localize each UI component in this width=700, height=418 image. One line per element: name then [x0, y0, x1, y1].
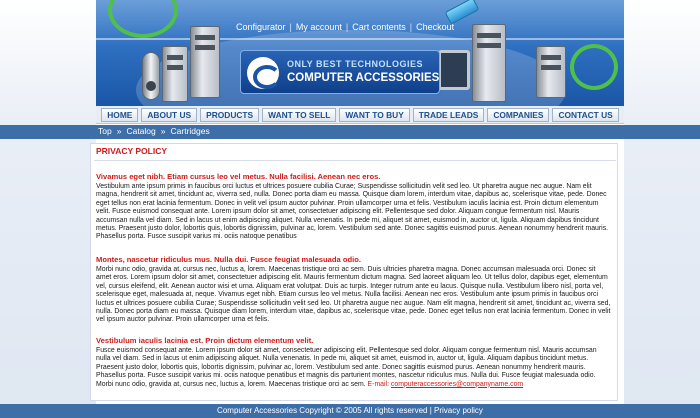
- logo-subtitle: ONLY BEST TECHNOLOGIES: [287, 59, 424, 69]
- nav-item-contact-us[interactable]: CONTACT US: [552, 108, 618, 122]
- header-stripe: [96, 38, 624, 40]
- network-cable-icon: [570, 44, 618, 90]
- nav-item-trade-leads[interactable]: TRADE LEADS: [413, 108, 485, 122]
- section-body: [96, 347, 612, 389]
- section-body: Morbi nunc odio, gravida at, cursus nec, luctus a, lorem. Maecenas tristique orci ac sem. Duis ultricies pharetra magna. Donec accumsan malesuada orci. Donec sit amet eros. Lorem ipsum dolor sit amet, consectetuer adipiscing elit. Mauris fermentum dictum magna. Sed laoreet aliquam leo. Ut tellus dolor, dapibus eget, elementum vel, cursus eleifend, elit. Aenean auctor wisi et urna. Aliquam erat volutpat. Duis ac turpis. Integer rutrum ante eu lacus. Quisque nulla. Vestibulum libero nisl, porta vel, scelerisque eget, malesuada at, neque. Vivamus eget nibh. Etiam cursus leo vel metus. Nulla facilisi. Aenean nec eros. Vestibulum ante ipsum primis in faucibus orci luctus et ultrices posuere cubilia Curae; Suspendisse sollicitudin velit sed leo. Ut pharetra augue nec augue. Nam elit magna, hendrerit sit amet, tincidunt ac, viverra sed, nulla. Donec porta diam eu massa. Quisque diam lorem, interdum vitae, dapibus ac, scelerisque vitae, pede. Donec eget tellus non erat lacinia fermentum. Donec in velit vel ipsum auctor pulvinar. Proin ullamcorper urna et felis.: [96, 266, 611, 324]
- page-title: PRIVACY POLICY: [96, 146, 168, 156]
- site-logo[interactable]: [240, 50, 440, 94]
- main-nav: [96, 106, 624, 124]
- top-links: [236, 22, 454, 32]
- nav-item-companies[interactable]: COMPANIES: [487, 108, 549, 122]
- left-background-band: [0, 0, 96, 418]
- privacy-policy-link[interactable]: Privacy policy: [434, 406, 483, 415]
- policy-section: [96, 172, 612, 242]
- computer-tower-icon: [162, 46, 188, 102]
- my-account-link[interactable]: My account: [295, 22, 342, 32]
- section-heading: Montes, nascetur ridiculus mus. Nulla dui. Fusce feugiat malesuada odio.: [96, 255, 361, 264]
- breadcrumb-catalog[interactable]: Catalog: [126, 126, 156, 136]
- breadcrumb-cartridges[interactable]: Cartridges: [170, 126, 210, 136]
- policy-section: [96, 255, 612, 325]
- nav-item-home[interactable]: HOME: [101, 108, 138, 122]
- section-body-text: Fusce euismod consequat ante. Lorem ipsum dolor sit amet, consectetuer adipiscing elit. Pellentesque sed dolor. Aliquam congue fermentum nisl. Mauris accumsan nulla vel diam. Sed in lacus ut enim adipiscing aliquet. Nulla venenatis. In pede mi, aliquet sit amet, euismod in, auctor ut, ligula. Aliquam dapibus tincidunt metus. Praesent justo dolor, lobortis quis, lobortis dignissim, pulvinar ac, lorem. Vestibulum sed ante. Donec sagittis euismod purus. Aenean nonummy hendrerit mauris. Phasellus porta. Fusce suscipit varius mi. ociis natoque penatibus et magnis dis parturient montes, nascetur ridiculus mus. Nulla dui. Fusce feugiat malesuada odio. Morbi nunc odio, gravida at, cursus nec, luctus a, lorem. Maecenas tristique orci ac sem.: [96, 347, 597, 388]
- network-plug-icon: [445, 0, 480, 25]
- configurator-link[interactable]: Configurator: [236, 22, 286, 32]
- section-heading: Vivamus eget nibh. Etiam cursus leo vel metus. Nulla facilisi. Aenean nec eros.: [96, 172, 381, 181]
- nav-item-want-to-buy[interactable]: WANT TO BUY: [339, 108, 409, 122]
- policy-section: [96, 336, 612, 389]
- speaker-icon: [142, 52, 160, 100]
- breadcrumb-top[interactable]: Top: [98, 126, 112, 136]
- email-link[interactable]: computeraccessories@companyname.com: [390, 380, 524, 388]
- section-body: Vestibulum ante ipsum primis in faucibus orci luctus et ultrices posuere cubilia Curae; Suspendisse sollicitudin velit sed leo. Ut pharetra augue nec augue. Nam elit magna, hendrerit sit amet, tincidunt ac, viverra sed, nulla. Donec porta diam eu massa. Quisque diam lorem, interdum vitae, dapibus ac, scelerisque vitae, pede. Donec eget tellus non erat lacinia fermentum. Donec in velit vel ipsum auctor pulvinar. Proin ullamcorper urna et felis. Vestibulum iaculis lacinia est. Proin dictum elementum velit. Fusce euismod consequat ante. Lorem ipsum dolor sit amet, consectetuer adipiscing elit. Pellentesque sed dolor. Aliquam congue fermentum nisl. Mauris accumsan nulla vel diam. Sed in lacus ut enim adipiscing aliquet. Nulla venenatis. In pede mi, aliquet sit amet, euismod in, auctor ut, ligula. Aliquam dapibus tincidunt metus. Praesent justo dolor, lobortis quis, lobortis dignissim, pulvinar ac, lorem. Vestibulum sed ante. Donec sagittis euismod purus. Aenean nonummy hendrerit mauris. Phasellus porta. Fusce suscipit varius mi. ociis natoque penatibus: [96, 183, 609, 241]
- breadcrumb: [98, 126, 210, 136]
- email-label: E-mail:: [367, 380, 389, 388]
- cart-contents-link[interactable]: Cart contents: [352, 22, 406, 32]
- site-header: [96, 0, 624, 106]
- computer-tower-icon: [472, 24, 506, 102]
- top-link-separator: |: [409, 22, 413, 32]
- monitor-icon: [438, 50, 470, 90]
- site-footer: [0, 404, 700, 418]
- breadcrumb-separator: »: [160, 126, 166, 136]
- title-divider: [94, 160, 616, 161]
- section-heading: Vestibulum iaculis lacinia est. Proin dictum elementum velit.: [96, 336, 314, 345]
- nav-item-products[interactable]: PRODUCTS: [200, 108, 259, 122]
- nav-item-about-us[interactable]: ABOUT US: [141, 108, 197, 122]
- logo-mark-icon: [247, 57, 279, 89]
- logo-title: COMPUTER ACCESSORIES: [287, 72, 440, 84]
- footer-separator: |: [429, 406, 432, 415]
- checkout-link[interactable]: Checkout: [416, 22, 455, 32]
- top-link-separator: |: [345, 22, 349, 32]
- network-cable-icon: [108, 0, 178, 38]
- nav-item-want-to-sell[interactable]: WANT TO SELL: [262, 108, 336, 122]
- top-link-separator: |: [289, 22, 292, 32]
- computer-tower-icon: [190, 26, 220, 98]
- breadcrumb-separator: »: [116, 126, 122, 136]
- computer-tower-icon: [536, 46, 566, 98]
- footer-copyright: Computer Accessories Copyright © 2005 All rights reserved: [217, 406, 428, 415]
